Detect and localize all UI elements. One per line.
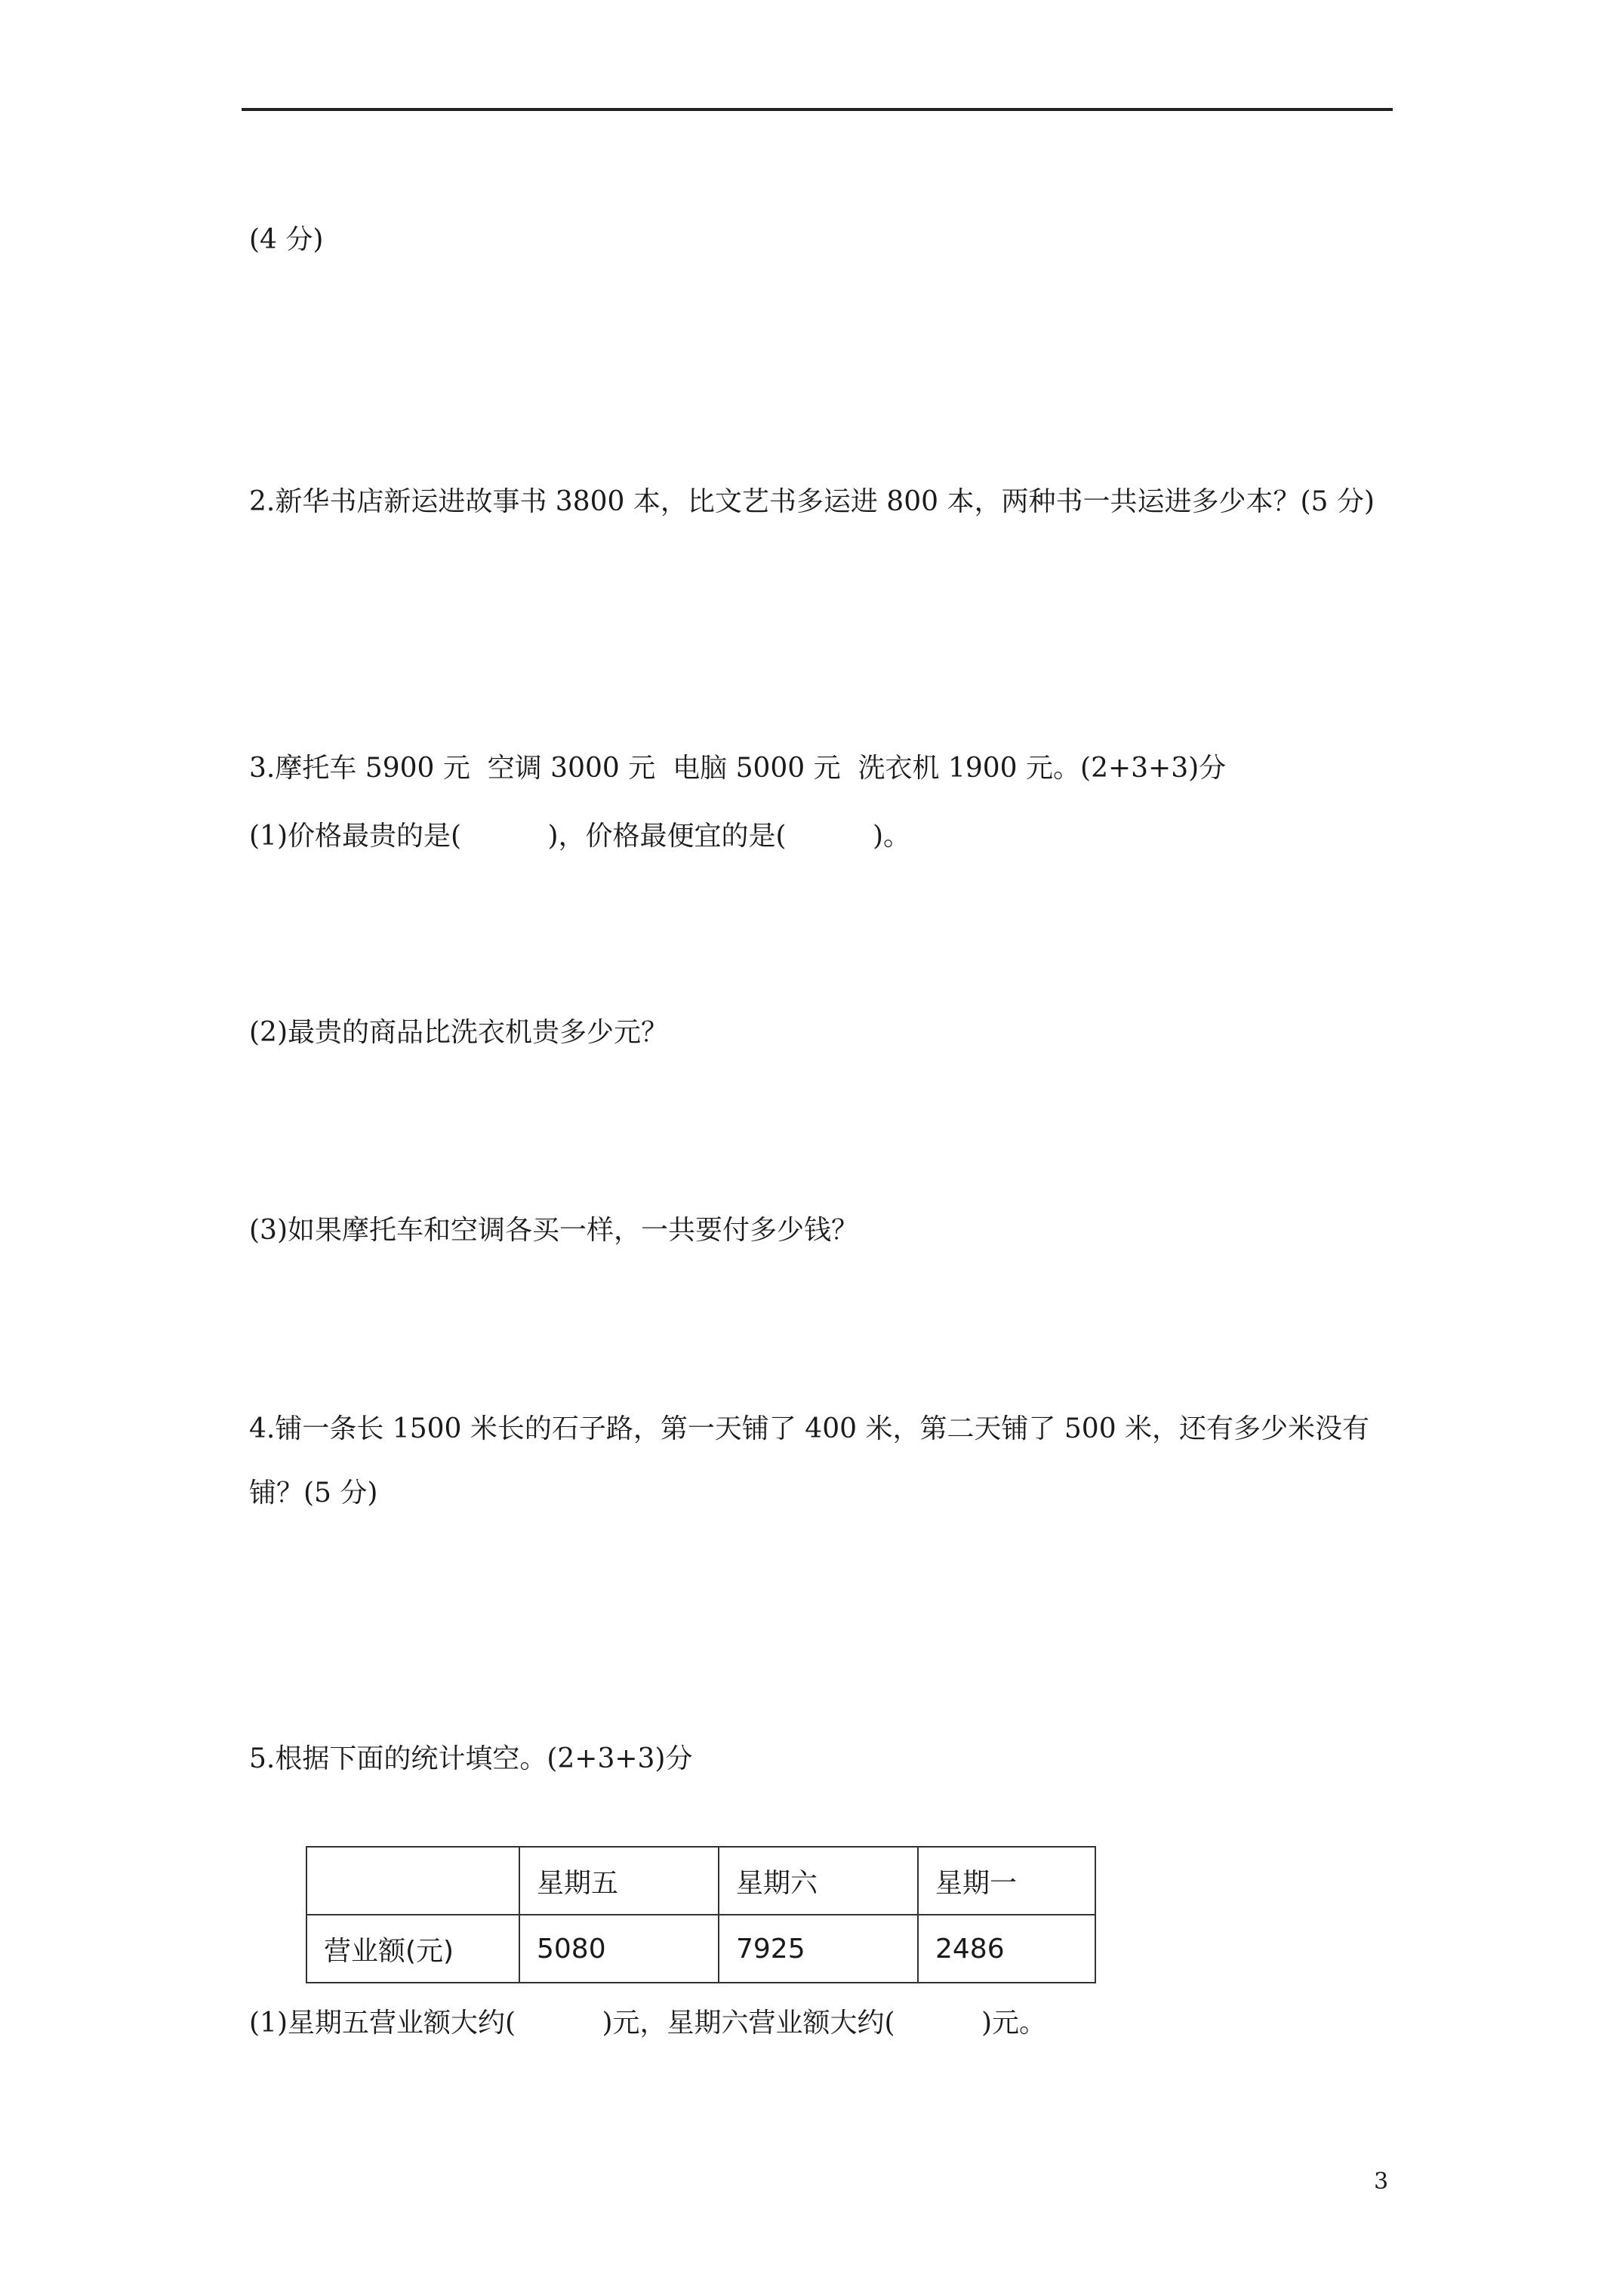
question-5-part-1: (1)星期五营业额大约( )元，星期六营业额大约( )元。 [249,2008,1047,2039]
table-cell: 营业额(元) [306,1915,519,1983]
table-cell: 7925 [719,1915,918,1983]
table-cell: 2486 [918,1915,1095,1983]
sales-table [306,1846,1096,1983]
table-header-cell [306,1847,519,1915]
question-5: 5.根据下面的统计填空。(2+3+3)分 [249,1743,693,1774]
question-3-part-3: (3)如果摩托车和空调各买一样，一共要付多少钱？ [249,1215,858,1246]
question-3-part-1: (1)价格最贵的是( )，价格最便宜的是( )。 [249,821,911,852]
table-row [306,1915,1095,1983]
table-header-cell: 星期一 [918,1847,1095,1915]
header-rule [242,108,1393,111]
question-2: 2.新华书店新运进故事书 3800 本，比文艺书多运进 800 本，两种书一共运进多少本？(5 分) [249,486,1375,517]
question-4-line-1: 4.铺一条长 1500 米长的石子路，第一天铺了 400 米，第二天铺了 500 米，还有多少米没有 [249,1413,1370,1444]
table-header-row [306,1847,1095,1915]
score-note: (4 分) [249,224,324,255]
table-header-cell: 星期五 [519,1847,719,1915]
table-header-cell: 星期六 [719,1847,918,1915]
question-3: 3.摩托车 5900 元 空调 3000 元 电脑 5000 元 洗衣机 1900 元。(2+3+3)分 [249,753,1227,784]
question-4-line-2: 铺？(5 分) [249,1478,378,1509]
question-3-part-2: (2)最贵的商品比洗衣机贵多少元？ [249,1017,668,1048]
table-cell: 5080 [519,1915,719,1983]
page-number: 3 [1374,2168,1389,2195]
